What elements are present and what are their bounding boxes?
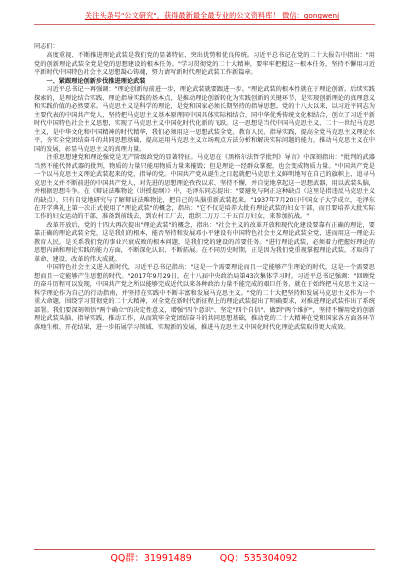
bottom-divider <box>34 549 375 550</box>
greeting: 同志们： <box>34 43 59 50</box>
body-paragraph: 高度重视、不断推进理论武装是我们党的显著特征、突出优势和优良传统。习近平总书记在党的二十大报告中指出："用党的创新理论武装全党是党的思想建设的根本任务。"学习贯彻党的二十大精神，要牢牢把握这一根本任务，坚持不懈用习近平新时代中国特色社会主义思想凝心铸魂，努力请写新时代理论武装工作新篇章。 <box>34 52 375 77</box>
body-paragraph: 习近平总书记一再强调："理论创新每前进一步，理论武装就要跟进一步。"理论武装的根本性就在于理论创新。后续实践探索的，是理论结合实践、理论指导实践的基本点，是推动理论创新转化为实践创新的关键环节，是实现创新理论的真理意义和实践价值的必然要求。马克思主义是科学的理论，是党和国家必须长期坚持的指导思想。党的十八大以来，以习近平同志为主要代表的中国共产党人，坚持把马克思主义基本原理同中国具体实际相结合、同中华优秀传统文化相结合，创立了习近平新时代中国特色社会主义思想，实现了马克思主义中国化时代化新的飞跃。这一思想是当代中国马克思主义、二十一世纪马克思主义，是中华文化和中国精神的时代精华，我们必须用这一思想武装全党、教育人民、指导实践，提高全党马克思主义理论水平，夯实全党团结奋斗的共同思想基础，提高运用马克思主义立场观点方法分析和解决实际问题的能力，推动马克思主义在中国的发展，彰显马克思主义的真理力量。 <box>34 86 375 153</box>
top-divider <box>34 24 375 25</box>
qq-group-text: QQ群：31991489 <box>110 553 192 564</box>
top-promo-banner[interactable]: 关注头条号"公文研究"，获得最新最全最专业的公文资料库！ 微信：gongwenj <box>84 11 340 20</box>
document-body <box>34 43 375 540</box>
body-paragraph: 改革开放后，党的十四大再次提出"理论武装"的概念，指出："社会主义的改革开放和现代化建设要靠有正确的理论，要靠正确的理论武装全党，这是我们的根本，能否坚持和发展邓小平建设有中国特色社会主义理论武装全党，进而用这一理论去教育人民，是关系我们党的事业兴衰成败的根本问题，是我们党的建设的首要任务。"进行理论武装，必须着力把握好理论的思想内涵和理论实践的能力方面，不断深化认识、不断拓展。在不同历史时期，正是因为我们党重视掌握理论武装，才取得了革命、建设、改革的伟大成就。 <box>34 221 375 263</box>
footer-contact <box>0 552 408 566</box>
qq-number-text: QQ：535304092 <box>219 553 298 564</box>
body-paragraph: 注重思想建党和理论强党是无产阶级政党的显著特征。马克思在《黑格尔法哲学批判》导言》中深刻指出："批判的武器当然不能代替武器的批判，物质的力量只能用物质力量来摧毁；但是理论一经群众掌握，也会变成物质力量。"中国共产党是一个以马克思主义理论武装起来的党，指导的党。中国共产党从诞生之日起就把马克思主义鲜明地写在自己的旗帜上，追寻马克思主义并不断前进的中国共产党人，对先进的思想理论孜孜以求、坚持不懈，并自觉地拿起这一思想武器，用以武装头脑，并根据思想斗争。在《辩证法唯物论（讲授提纲）》中，毛泽东同志提出："要避免与阿正这种缺点（这里是指违反马克思主义的缺点），只有自觉地研究与了解辩证法唯物论，把自己的头脑重新武装起来。"1937年7月20日中国女子大学成立，毛泽东在开学典礼上第一次正式使用了"理论武装"的概念，指出："它不仅是培养大批有理论武装的妇女干部，而且要培养大批实际工作的妇女运动的干部，准备到前线去，到农村工厂去，组织二万万二千五百万妇女，来参加抗战。" <box>34 154 375 221</box>
section-heading: 一、紧跟理论创新步伐推进理论武装 <box>46 77 146 85</box>
body-paragraph: 中国特色社会主义进入新时代，习近平总书记指出："这是一个需要理论而且一定能够产生理论的时代，这是一个需要思想而且一定能够产生思想的时代。"2017年9月29日，在十八届中央政治局第43次集体学习时，习近平总书记强调："回顾党的奋斗历程可以发现，中国共产党之所以能够完成近代以来各种政治力量不能完成的艰巨任务，就在于始终把马克思主义这一科学理论作为自己的行动指南，并坚持在实践中不断丰富和发展马克思主义。"党的二十大把坚持和发展马克思主义作为一个重大命题，围绕学习贯彻党的二十大精神，对全党在新时代新征程上的理论武装提出了明确要求，对推进理论武装作出了系统部署。我们要深刻领悟"两个确立"的决定性意义，增强"四个意识"、坚定"四个自信"、做到"两个维护"，坚持不懈用党的创新理论武装头脑、指导实践、推动工作，从而筑牢全党团结奋斗的共同思想基础，推动党的二十大精神在党和国家各方面各环节落地生根、开花结果，进一步拓展学习领域、实现新的发展，推进马克思主义中国化时代化理论武装取得更大成效。 <box>34 264 375 331</box>
